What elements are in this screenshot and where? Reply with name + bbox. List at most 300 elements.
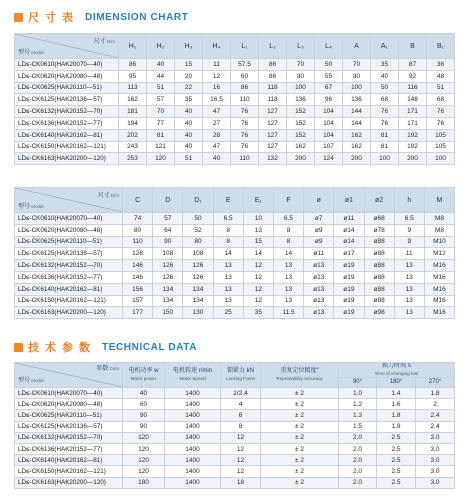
value-cell: 126	[153, 271, 183, 283]
model-cell: LD≤-CK0625(HAK20110—51)	[15, 82, 119, 94]
value-cell: 127	[259, 129, 287, 141]
value-cell: 13	[394, 307, 424, 319]
value-cell: ø7	[304, 213, 334, 225]
value-cell: ± 2	[261, 466, 339, 477]
value-cell: 100	[287, 82, 315, 94]
value-cell: 57.5	[231, 59, 259, 71]
corner-bottom-unit: Model	[30, 378, 44, 383]
value-cell: ø17	[334, 248, 364, 260]
value-cell: 162	[287, 141, 315, 153]
value-cell: 13	[243, 224, 273, 236]
value-cell: 76	[371, 117, 399, 129]
value-cell: 110	[123, 236, 153, 248]
corner-bottom-label	[18, 47, 44, 56]
table-row	[15, 295, 455, 307]
value-cell: 13	[213, 271, 243, 283]
value-cell: 57	[147, 94, 175, 106]
value-cell: ø88	[364, 295, 394, 307]
value-cell: 253	[119, 153, 147, 165]
value-cell: 13	[394, 295, 424, 307]
value-cell: ø88	[364, 236, 394, 248]
value-cell: 152	[287, 117, 315, 129]
value-cell: 86	[231, 82, 259, 94]
column-header: L₃	[287, 34, 315, 59]
value-cell: 13	[273, 283, 303, 295]
value-cell: 1400	[165, 477, 221, 488]
value-cell: ø9	[304, 236, 334, 248]
value-cell: ± 2	[261, 421, 339, 432]
corner-top-label	[96, 365, 119, 373]
table-row	[15, 106, 455, 118]
column-header	[221, 363, 261, 388]
value-cell: 120	[123, 443, 165, 454]
value-cell: 12	[221, 432, 261, 443]
value-cell: ø19	[334, 295, 364, 307]
section-title-cn: 尺寸表	[28, 11, 79, 24]
table-header-row	[15, 188, 455, 213]
column-header	[165, 363, 221, 388]
table-header-row	[15, 363, 455, 378]
value-cell: 1400	[165, 432, 221, 443]
value-cell: 192	[399, 141, 427, 153]
column-header-cn: 电机转速 r/min	[172, 368, 212, 374]
value-cell: ø9	[304, 224, 334, 236]
value-cell: ± 2	[261, 455, 339, 466]
value-cell: 40	[175, 106, 203, 118]
value-cell: 2.5	[377, 455, 416, 466]
value-cell: 152	[287, 129, 315, 141]
value-cell: 3.0	[416, 477, 455, 488]
model-cell: LD≤-CK0610(HAK20070—40)	[15, 213, 123, 225]
table-row	[15, 82, 455, 94]
value-cell: 76	[231, 106, 259, 118]
value-cell: 12	[221, 466, 261, 477]
column-header: E	[213, 188, 243, 213]
value-cell: 132	[259, 153, 287, 165]
table-row	[15, 260, 455, 272]
value-cell: 12	[243, 260, 273, 272]
value-cell: 14	[243, 248, 273, 260]
table-row	[15, 432, 455, 443]
value-cell: 14	[213, 248, 243, 260]
value-cell: 3.0	[416, 466, 455, 477]
model-cell: LD≤-CK6150(HAK20162—121)	[15, 141, 119, 153]
value-cell: 100	[427, 153, 455, 165]
table-row	[15, 410, 455, 421]
value-cell: 50	[183, 213, 213, 225]
value-cell: 13	[394, 260, 424, 272]
value-cell: 157	[123, 295, 153, 307]
value-cell: ø68	[364, 213, 394, 225]
column-header: F	[273, 188, 303, 213]
value-cell: 80	[287, 70, 315, 82]
value-cell: 47	[203, 106, 231, 118]
column-header-en: Time of changing tool	[374, 371, 419, 376]
value-cell: 110	[231, 153, 259, 165]
corner-top-text: 尺寸	[93, 39, 106, 45]
value-cell: 146	[123, 260, 153, 272]
value-cell: 180	[123, 477, 165, 488]
value-cell: 1.2	[339, 399, 377, 410]
value-cell: ø19	[334, 307, 364, 319]
value-cell: ± 2	[261, 432, 339, 443]
value-cell: 40	[203, 153, 231, 165]
value-cell: 51	[175, 153, 203, 165]
value-cell: 74	[123, 213, 153, 225]
value-cell: M16	[424, 283, 454, 295]
model-cell: LD≤-CK6163(HAK20200—120)	[15, 307, 123, 319]
table-row	[15, 236, 455, 248]
value-cell: ø13	[304, 295, 334, 307]
value-cell: 120	[123, 432, 165, 443]
value-cell: 22	[175, 82, 203, 94]
model-cell: LD≤-CK0610(HAK20070—40)	[15, 59, 119, 71]
column-header: L₁	[231, 34, 259, 59]
value-cell: ø78	[364, 224, 394, 236]
value-cell: 2.5	[377, 466, 416, 477]
value-cell: M10	[424, 236, 454, 248]
value-cell: ø13	[304, 271, 334, 283]
column-header-en: Locking Force	[226, 376, 255, 381]
value-cell: 16	[203, 82, 231, 94]
angle-header: 90°	[339, 378, 377, 388]
value-cell: 50	[315, 59, 343, 71]
value-cell: 2.5	[377, 477, 416, 488]
value-cell: 12	[243, 295, 273, 307]
value-cell: 150	[153, 307, 183, 319]
corner-top-text: 尺寸	[97, 193, 110, 199]
corner-top-label	[98, 190, 119, 199]
value-cell: 28	[203, 129, 231, 141]
value-cell: 177	[123, 307, 153, 319]
value-cell: 1400	[165, 443, 221, 454]
value-cell: 192	[399, 129, 427, 141]
value-cell: 148	[399, 94, 427, 106]
column-header: ø	[304, 188, 334, 213]
value-cell: 90	[123, 410, 165, 421]
value-cell: 113	[119, 82, 147, 94]
header-corner-cell	[15, 363, 123, 388]
value-cell: 136	[287, 94, 315, 106]
corner-top-text: 参数	[96, 366, 109, 372]
table-row	[15, 399, 455, 410]
value-cell: 1.6	[377, 399, 416, 410]
table-header-row	[15, 34, 455, 59]
column-header: H₄	[203, 34, 231, 59]
table-row	[15, 283, 455, 295]
column-header: h	[394, 188, 424, 213]
value-cell: 1.8	[416, 388, 455, 399]
value-cell: 57	[153, 213, 183, 225]
value-cell: 14	[273, 248, 303, 260]
value-cell: 134	[183, 295, 213, 307]
value-cell: 70	[147, 106, 175, 118]
value-cell: 70	[287, 59, 315, 71]
table-row	[15, 94, 455, 106]
value-cell: 11	[394, 248, 424, 260]
value-cell: 36	[427, 59, 455, 71]
value-cell: 13	[213, 283, 243, 295]
value-cell: ø13	[304, 260, 334, 272]
value-cell: 11	[203, 59, 231, 71]
value-cell: 126	[183, 271, 213, 283]
value-cell: 90	[123, 421, 165, 432]
value-cell: 13	[213, 295, 243, 307]
column-header: H₂	[147, 34, 175, 59]
value-cell: ø98	[364, 307, 394, 319]
model-cell: LD≤-CK6150(HAK20162—121)	[15, 295, 123, 307]
value-cell: 18	[221, 477, 261, 488]
value-cell: ø11	[334, 213, 364, 225]
model-cell: LD≤-CK6125(HAK20136—57)	[15, 421, 123, 432]
corner-bottom-text: 型号	[18, 50, 31, 56]
corner-bottom-label	[18, 201, 44, 210]
value-cell: 92	[399, 70, 427, 82]
column-header: B	[399, 34, 427, 59]
value-cell: 202	[119, 129, 147, 141]
table-row	[15, 271, 455, 283]
value-cell: 76	[427, 106, 455, 118]
column-header: L₂	[259, 34, 287, 59]
value-cell: 12	[221, 443, 261, 454]
value-cell: 200	[399, 153, 427, 165]
value-cell: 8	[273, 236, 303, 248]
value-cell: 3.0	[416, 432, 455, 443]
value-cell: 60	[231, 70, 259, 82]
table-row	[15, 421, 455, 432]
value-cell: 6	[221, 410, 261, 421]
model-cell: LD≤-CK6132(HAK20152—70)	[15, 260, 123, 272]
value-cell: 76	[231, 117, 259, 129]
value-cell: 134	[153, 295, 183, 307]
value-cell: 13	[394, 271, 424, 283]
model-cell: LD≤-CK6136(HAK20152—77)	[15, 443, 123, 454]
column-header: M	[424, 188, 454, 213]
model-cell: LD≤-CK0610(HAK20070—40)	[15, 388, 123, 399]
value-cell: 2.5	[377, 443, 416, 454]
value-cell: 80	[343, 70, 371, 82]
value-cell: M16	[424, 260, 454, 272]
value-cell: 194	[119, 117, 147, 129]
value-cell: 40	[371, 70, 399, 82]
table-row	[15, 477, 455, 488]
corner-bottom-unit: Model	[30, 50, 44, 55]
value-cell: 13	[273, 295, 303, 307]
value-cell: 50	[371, 82, 399, 94]
value-cell: 1400	[165, 455, 221, 466]
value-cell: 127	[259, 106, 287, 118]
value-cell: ø13	[304, 307, 334, 319]
value-cell: 35	[175, 94, 203, 106]
technical-data-heading	[14, 338, 197, 356]
value-cell: 104	[315, 129, 343, 141]
value-cell: 126	[123, 248, 153, 260]
value-cell: 134	[153, 283, 183, 295]
value-cell: 86	[259, 59, 287, 71]
value-cell: 96	[315, 94, 343, 106]
column-header: D	[153, 188, 183, 213]
value-cell: 120	[123, 455, 165, 466]
value-cell: 118	[259, 94, 287, 106]
table-row	[15, 213, 455, 225]
model-cell: LD≤-CK6125(HAK20136—57)	[15, 248, 123, 260]
value-cell: 2	[416, 399, 455, 410]
model-cell: LD≤-CK6136(HAK20152—77)	[15, 271, 123, 283]
value-cell: 40	[175, 129, 203, 141]
value-cell: 2.0	[339, 466, 377, 477]
value-cell: 108	[183, 248, 213, 260]
value-cell: 107	[315, 141, 343, 153]
value-cell: ø14	[334, 236, 364, 248]
column-header-en: Repeatability accuracy	[276, 376, 323, 381]
value-cell: 2.0	[339, 455, 377, 466]
dimension-table-2	[14, 187, 455, 319]
value-cell: 12	[243, 283, 273, 295]
value-cell: 13	[273, 260, 303, 272]
column-header-cn: 重复定位精度″	[280, 368, 319, 374]
value-cell: 105	[427, 141, 455, 153]
value-cell: 81	[371, 141, 399, 153]
value-cell: 51	[427, 82, 455, 94]
value-cell: 136	[343, 94, 371, 106]
model-cell: LD≤-CK0625(HAK20110—51)	[15, 236, 123, 248]
value-cell: 51	[147, 82, 175, 94]
section-title-en: TECHNICAL DATA	[102, 341, 198, 353]
value-cell: M16	[424, 271, 454, 283]
value-cell: ± 2	[261, 410, 339, 421]
value-cell: 108	[153, 248, 183, 260]
column-header-en: Motor power	[130, 376, 157, 381]
value-cell: 15	[243, 236, 273, 248]
table-row	[15, 248, 455, 260]
value-cell: 4	[221, 399, 261, 410]
dimension-table-1	[14, 33, 455, 165]
value-cell: 2.0	[339, 432, 377, 443]
table-row	[15, 129, 455, 141]
value-cell: 8	[273, 224, 303, 236]
value-cell: 124	[315, 153, 343, 165]
value-cell: ± 2	[261, 443, 339, 454]
value-cell: 144	[343, 117, 371, 129]
value-cell: 120	[147, 153, 175, 165]
dimension-chart-heading	[14, 8, 188, 26]
table-row	[15, 141, 455, 153]
column-header: C	[123, 188, 153, 213]
value-cell: ± 2	[261, 477, 339, 488]
value-cell: 35	[243, 307, 273, 319]
model-cell: LD≤-CK6163(HAK20200—120)	[15, 153, 119, 165]
value-cell: ø14	[334, 224, 364, 236]
value-cell: ø88	[364, 260, 394, 272]
model-cell: LD≤-CK6125(HAK20136—57)	[15, 94, 119, 106]
model-cell: LD≤-CK0620(HAK20080—48)	[15, 70, 119, 82]
column-header	[339, 363, 455, 378]
value-cell: 120	[123, 466, 165, 477]
value-cell: ø88	[364, 283, 394, 295]
section-bullet-icon	[14, 13, 23, 22]
table-row	[15, 443, 455, 454]
value-cell: 1400	[165, 410, 221, 421]
model-cell: LD≤-CK0620(HAK20080—48)	[15, 224, 123, 236]
value-cell: 243	[119, 141, 147, 153]
value-cell: 1.4	[377, 388, 416, 399]
value-cell: M16	[424, 295, 454, 307]
value-cell: 2/2.4	[221, 388, 261, 399]
value-cell: 126	[183, 260, 213, 272]
value-cell: 156	[123, 283, 153, 295]
value-cell: 27	[203, 117, 231, 129]
table-row	[15, 388, 455, 399]
value-cell: 162	[343, 129, 371, 141]
value-cell: 181	[119, 106, 147, 118]
value-cell: 104	[315, 106, 343, 118]
corner-top-unit: Dim	[105, 39, 115, 44]
value-cell: 40	[123, 388, 165, 399]
model-cell: LD≤-CK6136(HAK20152—77)	[15, 117, 119, 129]
section-title-cn: 技术参数	[28, 341, 96, 354]
value-cell: 90	[153, 236, 183, 248]
model-cell: LD≤-CK6132(HAK20152—70)	[15, 432, 123, 443]
value-cell: 130	[183, 307, 213, 319]
value-cell: ø19	[334, 271, 364, 283]
value-cell: 121	[147, 141, 175, 153]
value-cell: 100	[343, 82, 371, 94]
model-cell: LD≤-CK6140(HAK20162—81)	[15, 283, 123, 295]
value-cell: 8	[213, 224, 243, 236]
model-cell: LD≤-CK6163(HAK20200—120)	[15, 477, 123, 488]
corner-bottom-text: 型号	[18, 204, 31, 210]
value-cell: 200	[287, 153, 315, 165]
value-cell: 110	[231, 94, 259, 106]
header-corner-cell	[15, 34, 119, 59]
column-header: A	[343, 34, 371, 59]
table-row	[15, 455, 455, 466]
value-cell: 1.8	[377, 410, 416, 421]
value-cell: 171	[399, 117, 427, 129]
corner-top-unit: Data	[108, 366, 119, 371]
corner-bottom-unit: Model	[30, 204, 44, 209]
value-cell: 2.4	[416, 410, 455, 421]
value-cell: M8	[424, 224, 454, 236]
column-header: ø1	[334, 188, 364, 213]
value-cell: 68	[371, 94, 399, 106]
value-cell: 52	[183, 224, 213, 236]
table-row	[15, 153, 455, 165]
value-cell: ø13	[304, 283, 334, 295]
value-cell: 104	[315, 117, 343, 129]
value-cell: 95	[119, 70, 147, 82]
value-cell: 13	[273, 271, 303, 283]
technical-data-table	[14, 362, 455, 489]
value-cell: 87	[399, 59, 427, 71]
value-cell: 81	[371, 129, 399, 141]
value-cell: 48	[427, 70, 455, 82]
value-cell: 40	[175, 141, 203, 153]
value-cell: 1400	[165, 388, 221, 399]
value-cell: M16	[424, 307, 454, 319]
column-header: L₄	[315, 34, 343, 59]
column-header: A₁	[371, 34, 399, 59]
value-cell: ± 2	[261, 399, 339, 410]
angle-header: 180°	[377, 378, 416, 388]
corner-bottom-text: 型号	[18, 378, 31, 384]
value-cell: 105	[427, 129, 455, 141]
section-bullet-icon	[14, 343, 23, 352]
value-cell: 10	[243, 213, 273, 225]
value-cell: 55	[315, 70, 343, 82]
table-row	[15, 59, 455, 71]
header-corner-cell	[15, 188, 123, 213]
